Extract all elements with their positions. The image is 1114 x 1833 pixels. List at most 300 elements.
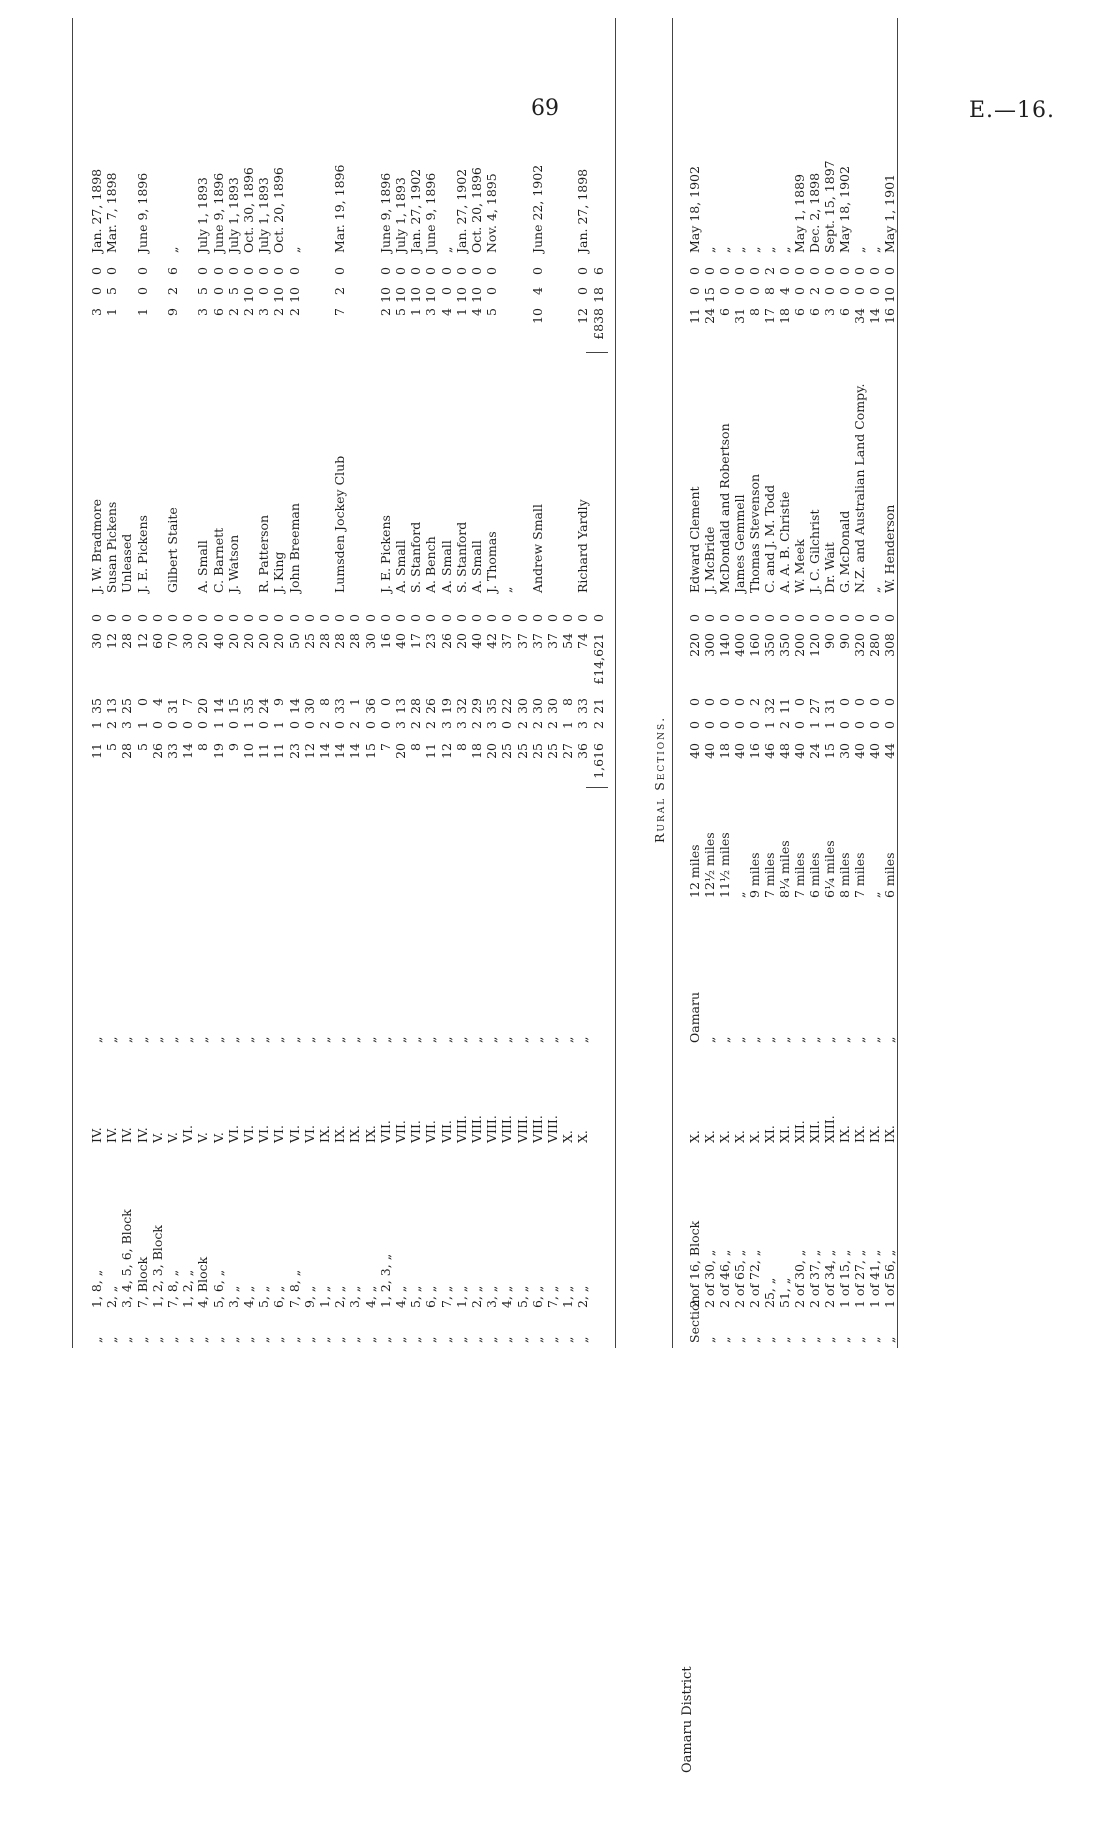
urban-row	[424, 0, 438, 1833]
urban-rent-pence: 0	[408, 267, 424, 275]
urban-row	[333, 0, 347, 1833]
urban-value-shillings: 0	[408, 614, 424, 622]
urban-section-number: 4, „	[393, 1285, 408, 1308]
urban-roods: 0	[362, 721, 378, 729]
rural-prefix: „	[837, 1336, 852, 1343]
urban-prefix: „	[393, 1336, 408, 1343]
urban-rent-pence: 0	[438, 267, 454, 275]
rural-distance: 7 miles	[762, 852, 777, 898]
urban-town: „	[377, 1036, 393, 1043]
urban-town: „	[529, 1036, 545, 1043]
urban-roods: 0	[195, 721, 211, 729]
urban-row	[242, 0, 256, 1833]
rural-value: 120	[807, 633, 822, 657]
rural-value: 350	[777, 633, 792, 657]
urban-block: VI.	[256, 1125, 272, 1143]
urban-row	[576, 0, 590, 1833]
rural-rent-shillings: 0	[837, 287, 852, 295]
rural-town: „	[867, 1036, 882, 1043]
urban-perches: 4	[149, 698, 165, 706]
rural-prefix: „	[882, 1336, 897, 1343]
rural-row	[763, 0, 777, 1833]
urban-area: 14	[347, 743, 363, 759]
rural-row	[808, 0, 822, 1833]
urban-rent-pence: 0	[89, 267, 104, 275]
urban-lessee: John Breeman	[286, 503, 302, 593]
urban-lessee: C. Barnett	[210, 527, 226, 593]
rural-block: IX.	[837, 1125, 852, 1143]
rural-rent-shillings: 0	[822, 287, 837, 295]
urban-area: 14	[180, 743, 196, 759]
rural-date: „	[867, 246, 882, 253]
urban-prefix: „	[149, 1336, 165, 1343]
urban-section-number: 3, „	[225, 1285, 241, 1308]
urban-value-shillings: 0	[362, 614, 378, 622]
rural-rent-shillings: 2	[807, 287, 822, 295]
urban-prefix: „	[104, 1336, 120, 1343]
urban-perches: 32	[453, 698, 469, 714]
rural-rent-shillings: 0	[732, 287, 747, 295]
rural-section-number: 25, „	[762, 1277, 777, 1308]
rural-rent-pence: 0	[702, 267, 717, 275]
urban-rent-shillings: 0	[134, 287, 150, 295]
urban-row	[409, 0, 423, 1833]
rural-distance: 6 miles	[807, 852, 822, 898]
urban-section-number: 1, „	[317, 1285, 332, 1308]
urban-block: VIII.	[529, 1115, 545, 1143]
urban-date: Oct. 30, 1896	[241, 167, 256, 253]
rural-roods: 0	[837, 721, 852, 729]
rural-town: „	[777, 1036, 792, 1043]
urban-roods: 0	[165, 721, 180, 729]
rural-perches: 27	[807, 698, 822, 714]
urban-value-shillings: 0	[332, 614, 348, 622]
urban-roods: 2	[514, 721, 530, 729]
rural-lessee: McDondald and Robertson	[717, 423, 732, 593]
rural-perches: 0	[852, 698, 867, 706]
urban-prefix: „	[362, 1336, 378, 1343]
urban-date: Oct. 20, 1896	[271, 167, 287, 253]
rural-rent: 18	[777, 308, 792, 324]
urban-area: 14	[332, 743, 348, 759]
urban-area: 28	[119, 743, 135, 759]
urban-date: June 9, 1896	[377, 172, 393, 253]
urban-town: „	[347, 1036, 363, 1043]
urban-rent: 5	[484, 308, 500, 316]
urban-lessee: A. Small	[438, 540, 454, 593]
rural-prefix: „	[867, 1336, 882, 1343]
urban-block: IX.	[317, 1125, 332, 1143]
rural-sections-caption: Rural Sections.	[652, 715, 667, 843]
urban-rent: 2	[225, 308, 241, 316]
urban-rent-pence: 6	[165, 267, 180, 275]
urban-lessee: Unleased	[119, 533, 135, 593]
urban-rent: 9	[165, 308, 180, 316]
urban-value: 37	[529, 633, 545, 649]
urban-area: 12	[301, 743, 317, 759]
rural-section-number: 2 of 46, „	[717, 1249, 732, 1308]
rural-town: „	[852, 1036, 867, 1043]
rural-prefix: „	[702, 1336, 717, 1343]
urban-section-number: 6, „	[423, 1285, 439, 1308]
urban-area: 25	[514, 743, 530, 759]
urban-town: „	[408, 1036, 424, 1043]
urban-value-shillings: 0	[514, 614, 530, 622]
urban-block: X.	[575, 1130, 591, 1143]
urban-rent-shillings: 0	[438, 287, 454, 295]
urban-value: 28	[347, 633, 363, 649]
urban-prefix: „	[210, 1336, 226, 1343]
rural-prefix: „	[747, 1336, 762, 1343]
rural-area: 48	[777, 743, 792, 759]
rural-rent-pence: 0	[792, 267, 807, 275]
urban-value-shillings: 0	[104, 614, 120, 622]
urban-value-shillings-total: 0	[591, 614, 606, 622]
urban-lessee: J. King	[271, 551, 287, 593]
urban-date: Nov. 4, 1895	[484, 173, 500, 253]
urban-perches: 30	[301, 698, 317, 714]
urban-area: 8	[195, 743, 211, 751]
urban-date: „	[438, 246, 454, 253]
rural-section-number: 2 of 30, „	[702, 1249, 717, 1308]
urban-town: „	[241, 1036, 256, 1043]
urban-section-number: 6, „	[271, 1285, 287, 1308]
urban-perches: 1	[347, 698, 363, 706]
urban-area-total: 1,616	[591, 743, 606, 779]
rural-rent: 11	[687, 308, 702, 324]
rural-perches: 32	[762, 698, 777, 714]
urban-section-number: 7, „	[438, 1285, 454, 1308]
urban-rent: 4	[438, 308, 454, 316]
rural-distance: 12 miles	[687, 844, 702, 898]
urban-area: 36	[575, 743, 591, 759]
rural-section-number: 2 of 37, „	[807, 1249, 822, 1308]
urban-town: „	[119, 1036, 135, 1043]
urban-date: Mar. 7, 1898	[104, 172, 120, 253]
urban-rent-pence: 0	[484, 267, 500, 275]
urban-value-shillings: 0	[560, 614, 576, 622]
urban-rent-pence: 0	[256, 267, 272, 275]
urban-area: 20	[484, 743, 500, 759]
urban-rent: 3	[89, 308, 104, 316]
urban-section-number: 4, „	[241, 1285, 256, 1308]
urban-rent-shillings: 10	[469, 287, 484, 303]
urban-roods: 0	[149, 721, 165, 729]
urban-row	[181, 0, 195, 1833]
rural-area: 46	[762, 743, 777, 759]
urban-block: VI.	[271, 1125, 287, 1143]
urban-area: 7	[377, 743, 393, 751]
urban-date: „	[286, 246, 302, 253]
urban-row	[470, 0, 484, 1833]
rural-row	[718, 0, 732, 1833]
rural-block: XI.	[762, 1125, 777, 1143]
urban-value: 50	[286, 633, 302, 649]
urban-row	[212, 0, 226, 1833]
urban-lessee: Lumsden Jockey Club	[332, 455, 348, 593]
urban-block: X.	[560, 1130, 576, 1143]
urban-roods: 2	[545, 721, 560, 729]
urban-rent-shillings: 10	[286, 287, 302, 303]
rural-block: XII.	[792, 1120, 807, 1143]
rural-roods: 0	[702, 721, 717, 729]
urban-perches: 20	[195, 698, 211, 714]
urban-date: June 9, 1896	[134, 172, 150, 253]
urban-roods: 0	[180, 721, 196, 729]
urban-perches: 0	[134, 698, 150, 706]
rural-rent-shillings: 15	[702, 287, 717, 303]
urban-value: 12	[104, 633, 120, 649]
rural-section-number: 1 of 56, „	[882, 1249, 897, 1308]
urban-value-shillings: 0	[165, 614, 180, 622]
urban-prefix: „	[134, 1336, 150, 1343]
urban-town: „	[453, 1036, 469, 1043]
urban-row	[105, 0, 119, 1833]
rural-town: „	[702, 1036, 717, 1043]
rural-distance: 7 miles	[792, 852, 807, 898]
rural-roods: 0	[687, 721, 702, 729]
urban-block: VI.	[286, 1125, 302, 1143]
urban-town: „	[560, 1036, 576, 1043]
urban-value-shillings: 0	[575, 614, 591, 622]
rural-distance: 6 miles	[882, 852, 897, 898]
urban-town: „	[210, 1036, 226, 1043]
urban-lessee: J. E. Pickens	[134, 515, 150, 593]
urban-value-shillings: 0	[499, 614, 515, 622]
rural-value-shillings: 0	[852, 614, 867, 622]
urban-perches: 33	[332, 698, 348, 714]
urban-area: 18	[469, 743, 484, 759]
urban-row	[531, 0, 545, 1833]
rural-rent-shillings: 0	[717, 287, 732, 295]
rural-roods: 0	[882, 721, 897, 729]
rural-value: 140	[717, 633, 732, 657]
urban-value-shillings: 0	[286, 614, 302, 622]
urban-perches: 35	[484, 698, 500, 714]
urban-value: 28	[332, 633, 348, 649]
rural-value-shillings: 0	[747, 614, 762, 622]
urban-town: „	[301, 1036, 317, 1043]
urban-rent: 7	[332, 308, 348, 316]
urban-lessee: S. Stanford	[408, 521, 424, 593]
urban-town: „	[332, 1036, 348, 1043]
urban-value: 60	[149, 633, 165, 649]
urban-area: 9	[225, 743, 241, 751]
urban-section-number: 5, „	[408, 1285, 424, 1308]
urban-value-shillings: 0	[453, 614, 469, 622]
rural-rent: 6	[807, 308, 822, 316]
urban-perches: 15	[225, 698, 241, 714]
urban-section-number: 1, 2, „	[180, 1269, 196, 1308]
urban-value-shillings: 0	[423, 614, 439, 622]
rural-value-shillings: 0	[717, 614, 732, 622]
urban-rent: 2	[271, 308, 287, 316]
urban-value-shillings: 0	[89, 614, 104, 622]
urban-rent: 3	[195, 308, 211, 316]
urban-perches: 19	[438, 698, 454, 714]
rural-date: Sept. 15, 1897	[822, 160, 837, 253]
urban-rent-pence: 0	[241, 267, 256, 275]
urban-row	[516, 0, 530, 1833]
urban-value-shillings: 0	[301, 614, 317, 622]
urban-section-number: 7, 8, „	[286, 1269, 302, 1308]
rural-rent-shillings: 0	[792, 287, 807, 295]
rural-town: „	[792, 1036, 807, 1043]
urban-rent-total: £838	[591, 308, 606, 340]
rural-rent-shillings: 0	[747, 287, 762, 295]
urban-town: „	[195, 1036, 211, 1043]
urban-rent: 2	[241, 308, 256, 316]
rural-town: „	[822, 1036, 837, 1043]
urban-perches: 0	[377, 698, 393, 706]
urban-block: IV.	[104, 1127, 120, 1143]
urban-value-shillings: 0	[393, 614, 408, 622]
urban-value: 20	[271, 633, 287, 649]
urban-perches: 13	[393, 698, 408, 714]
urban-perches: 8	[560, 698, 576, 706]
rural-distance: 11½ miles	[717, 832, 732, 898]
urban-section-number: 4, „	[362, 1285, 378, 1308]
rural-date: Dec. 2, 1898	[807, 172, 822, 253]
rural-value: 280	[867, 633, 882, 657]
urban-date: Jan. 27, 1898	[575, 168, 591, 253]
urban-prefix: „	[514, 1336, 530, 1343]
rural-lessee: C. and J. M. Todd	[762, 484, 777, 593]
rural-lessee: Thomas Stevenson	[747, 473, 762, 593]
urban-value: 40	[210, 633, 226, 649]
urban-town: „	[317, 1036, 332, 1043]
urban-section-number: 2, „	[104, 1285, 120, 1308]
urban-lessee: Gilbert Staite	[165, 507, 180, 593]
urban-rent-shillings: 0	[210, 287, 226, 295]
urban-rent-shillings: 10	[453, 287, 469, 303]
urban-value-shillings: 0	[241, 614, 256, 622]
rural-date: May 18, 1902	[837, 166, 852, 253]
urban-lessee: J. Thomas	[484, 531, 500, 593]
urban-value: 28	[119, 633, 135, 649]
urban-value-shillings: 0	[149, 614, 165, 622]
urban-roods: 3	[575, 721, 591, 729]
rural-town: Oamaru	[687, 991, 702, 1043]
urban-rent: 1	[453, 308, 469, 316]
rural-rent-pence: 0	[867, 267, 882, 275]
rural-value-shillings: 0	[702, 614, 717, 622]
urban-roods: 2	[529, 721, 545, 729]
urban-prefix: „	[408, 1336, 424, 1343]
urban-rent-pence: 0	[423, 267, 439, 275]
urban-roods: 3	[119, 721, 135, 729]
urban-value: 40	[393, 633, 408, 649]
rural-rent-pence: 0	[882, 267, 897, 275]
urban-area: 11	[89, 743, 104, 759]
urban-lessee: R. Patterson	[256, 514, 272, 593]
urban-rent: 3	[423, 308, 439, 316]
urban-value: 17	[408, 633, 424, 649]
urban-rent-s-total: 18	[591, 287, 606, 303]
urban-area: 19	[210, 743, 226, 759]
urban-section-number: 6, „	[529, 1285, 545, 1308]
urban-lessee: S. Stanford	[453, 521, 469, 593]
urban-roods-total: 21	[591, 698, 606, 714]
rural-distance: 6¼ miles	[822, 840, 837, 898]
rural-prefix: „	[807, 1336, 822, 1343]
urban-perches: 30	[529, 698, 545, 714]
urban-roods: 2	[104, 721, 120, 729]
rural-perches: 0	[732, 698, 747, 706]
urban-rent-pence: 0	[469, 267, 484, 275]
rural-lessee: J. McBride	[702, 526, 717, 593]
urban-area: 10	[241, 743, 256, 759]
rural-date: „	[732, 246, 747, 253]
urban-block: VIII.	[545, 1115, 560, 1143]
urban-value-shillings: 0	[180, 614, 196, 622]
rural-town: „	[807, 1036, 822, 1043]
urban-block: VIII.	[514, 1115, 530, 1143]
urban-value: 20	[195, 633, 211, 649]
urban-value: 42	[484, 633, 500, 649]
rural-rent-shillings: 10	[882, 287, 897, 303]
urban-area: 23	[286, 743, 302, 759]
urban-lessee: A. Small	[195, 540, 211, 593]
rural-date: „	[702, 246, 717, 253]
rural-row	[793, 0, 807, 1833]
urban-perches: 35	[89, 698, 104, 714]
urban-row	[455, 0, 469, 1833]
rural-date: „	[747, 246, 762, 253]
urban-perches: 29	[469, 698, 484, 714]
rural-rent: 16	[882, 308, 897, 324]
urban-town: „	[271, 1036, 287, 1043]
urban-perches-total: 2	[591, 721, 606, 729]
urban-perches: 14	[286, 698, 302, 714]
urban-roods: 2	[423, 721, 439, 729]
rural-section-number: 51, „	[777, 1277, 792, 1308]
urban-date: Jan. 27, 1902	[453, 168, 469, 253]
rural-top-rule	[672, 18, 673, 1348]
rural-date: May 1, 1901	[882, 174, 897, 253]
urban-row	[303, 0, 317, 1833]
urban-value: 25	[301, 633, 317, 649]
urban-value: 30	[362, 633, 378, 649]
urban-rent-pence: 0	[225, 267, 241, 275]
top-rule	[72, 18, 73, 1348]
urban-section-number: 7, Block	[134, 1256, 150, 1308]
urban-value: 20	[256, 633, 272, 649]
rural-roods: 2	[777, 721, 792, 729]
urban-roods: 1	[210, 721, 226, 729]
rural-lessee: W. Meek	[792, 539, 807, 593]
urban-block: VI.	[180, 1125, 196, 1143]
urban-block: IV.	[119, 1127, 135, 1143]
rural-bottom-rule	[897, 18, 898, 1348]
rural-rent: 17	[762, 308, 777, 324]
rural-block: XII.	[807, 1120, 822, 1143]
urban-block: VIII.	[484, 1115, 500, 1143]
urban-area: 11	[423, 743, 439, 759]
urban-perches: 8	[317, 698, 332, 706]
urban-rent: 1	[408, 308, 424, 316]
urban-area: 11	[271, 743, 287, 759]
urban-rent-shillings: 0	[89, 287, 104, 295]
rural-block: IX.	[852, 1125, 867, 1143]
urban-prefix: „	[545, 1336, 560, 1343]
rural-roods: 0	[747, 721, 762, 729]
urban-perches: 26	[423, 698, 439, 714]
urban-roods: 1	[560, 721, 576, 729]
urban-lessee: „	[499, 586, 515, 593]
urban-prefix: „	[438, 1336, 454, 1343]
urban-value: 28	[317, 633, 332, 649]
